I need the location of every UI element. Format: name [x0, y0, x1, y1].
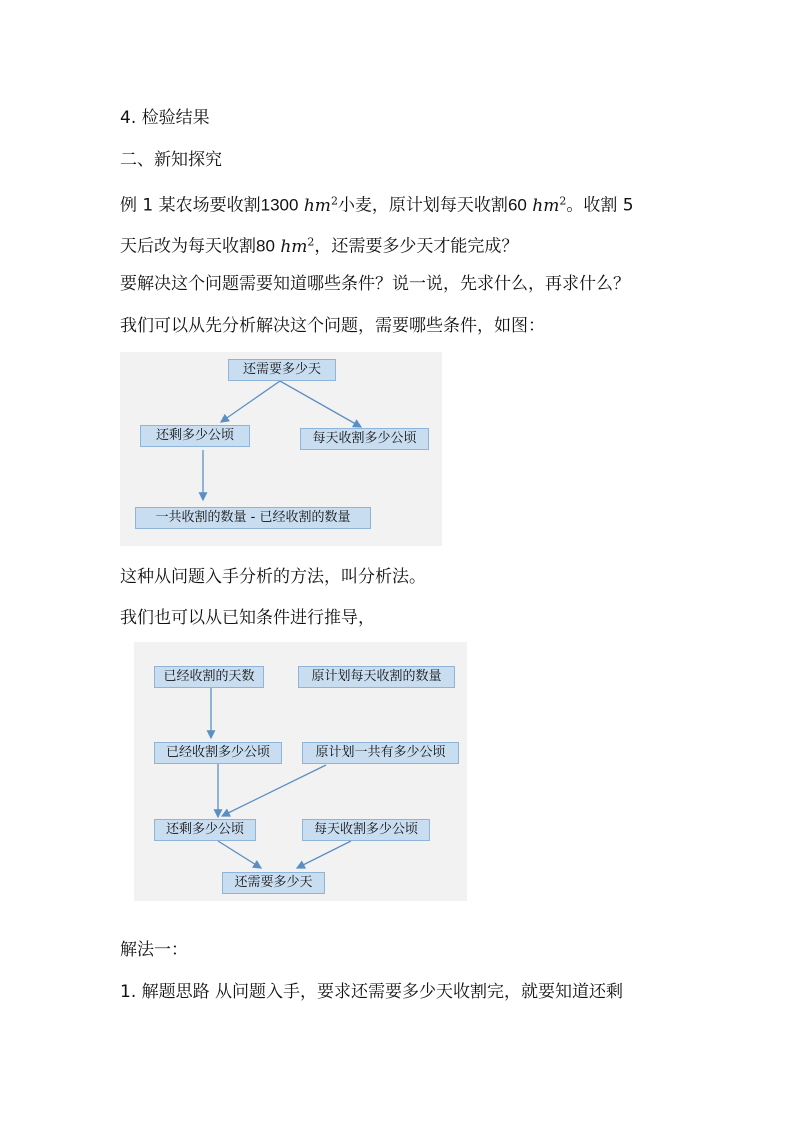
node-remaining-hectares: 还剩多少公顷: [140, 425, 250, 447]
step-4-line: 4. 检验结果: [120, 108, 210, 128]
node-daily-hectares: 每天收割多少公顷: [302, 819, 430, 841]
question-line: 要解决这个问题需要知道哪些条件？说一说，先求什么，再求什么？: [120, 274, 630, 294]
unit-hm2: $hm^2$: [303, 194, 338, 216]
analysis-intro: 我们可以从先分析解决这个问题，需要哪些条件，如图：: [120, 316, 545, 336]
arrow-to-remaining: [221, 381, 280, 422]
example-mid-2: 。收割 5: [566, 195, 634, 216]
arrow-to-daily: [280, 381, 361, 427]
synthesis-intro: 我们也可以从已知条件进行推导，: [120, 608, 375, 628]
node-done-hectares: 已经收割多少公顷: [154, 742, 282, 764]
new-rate: 80: [256, 236, 275, 256]
arrow-planned-to-remaining: [222, 765, 326, 816]
unit-hm2: $hm^2$: [532, 194, 567, 216]
node-planned-daily: 原计划每天收割的数量: [298, 666, 455, 688]
synthesis-diagram: [134, 642, 467, 901]
example-line-1: [120, 189, 634, 218]
unit-hm2: $hm^2$: [280, 235, 315, 257]
node-daily-hectares: 每天收割多少公顷: [300, 428, 429, 450]
example-mid-1: 小麦，原计划每天收割: [337, 195, 508, 216]
node-days-done: 已经收割的天数: [154, 666, 264, 688]
example-line2-prefix: 天后改为每天收割: [120, 236, 256, 257]
solution-title: 解法一：: [120, 940, 188, 960]
arrow-daily-to-result: [297, 841, 351, 868]
example-line-2: [120, 230, 518, 259]
arrow-remaining-to-result: [218, 841, 261, 868]
total-area: 1300: [260, 195, 299, 215]
section-heading: 二、新知探究: [120, 150, 222, 170]
node-days-remaining: 还需要多少天: [222, 872, 325, 894]
node-formula: 一共收割的数量 - 已经收割的数量: [135, 507, 371, 529]
solution-line-1: 1. 解题思路 从问题入手，要求还需要多少天收割完，就要知道还剩: [120, 982, 624, 1002]
node-planned-total: 原计划一共有多少公顷: [302, 742, 459, 764]
analysis-note: 这种从问题入手分析的方法，叫分析法。: [120, 567, 426, 587]
node-days-remaining: 还需要多少天: [228, 359, 336, 381]
planned-rate: 60: [507, 195, 527, 215]
example-line2-suffix: ，还需要多少天才能完成？: [314, 236, 519, 257]
analysis-diagram: [120, 352, 442, 546]
node-remaining-hectares: 还剩多少公顷: [154, 819, 256, 841]
example-prefix: 例 1 某农场要收割: [120, 195, 261, 216]
